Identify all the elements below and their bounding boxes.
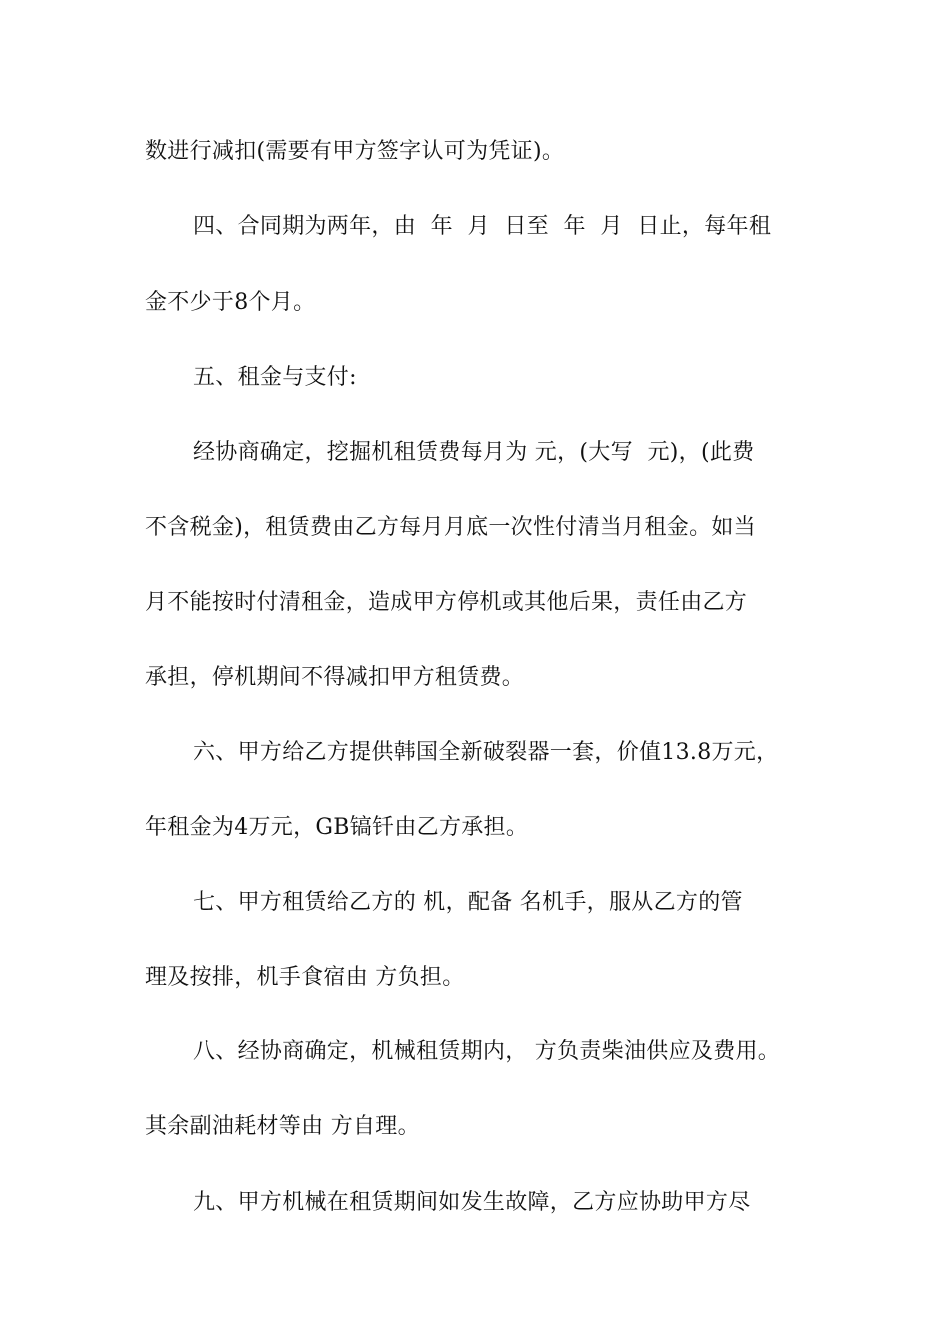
text-line-12: 理及按排，机手食宿由 方负担。	[145, 965, 465, 990]
text-line-14: 其余副油耗材等由 方自理。	[145, 1114, 420, 1139]
text-line-1: 数进行减扣(需要有甲方签字认可为凭证)。	[145, 139, 565, 164]
text-line-9: 六、甲方给乙方提供韩国全新破裂器一套，价值13.8万元，	[193, 740, 779, 765]
text-line-11: 七、甲方租赁给乙方的 机，配备 名机手，服从乙方的管	[193, 890, 743, 915]
text-line-3: 金不少于8个月。	[145, 290, 316, 315]
text-line-7: 月不能按时付清租金，造成甲方停机或其他后果，责任由乙方	[145, 590, 748, 615]
text-line-8: 承担，停机期间不得减扣甲方租赁费。	[145, 665, 525, 690]
text-line-6: 不含税金)，租赁费由乙方每月月底一次性付清当月租金。如当	[145, 515, 756, 540]
text-line-10: 年租金为4万元，GB镐钎由乙方承担。	[145, 815, 529, 840]
text-line-2: 四、合同期为两年，由 年 月 日至 年 月 日止，每年租	[193, 214, 772, 239]
text-line-13: 八、经协商确定，机械租赁期内， 方负责柴油供应及费用。	[193, 1039, 781, 1064]
text-line-15: 九、甲方机械在租赁期间如发生故障，乙方应协助甲方尽	[193, 1190, 751, 1215]
text-line-4: 五、租金与支付:	[193, 365, 357, 390]
text-line-5: 经协商确定，挖掘机租赁费每月为 元，(大写 元)，(此费	[193, 440, 755, 465]
